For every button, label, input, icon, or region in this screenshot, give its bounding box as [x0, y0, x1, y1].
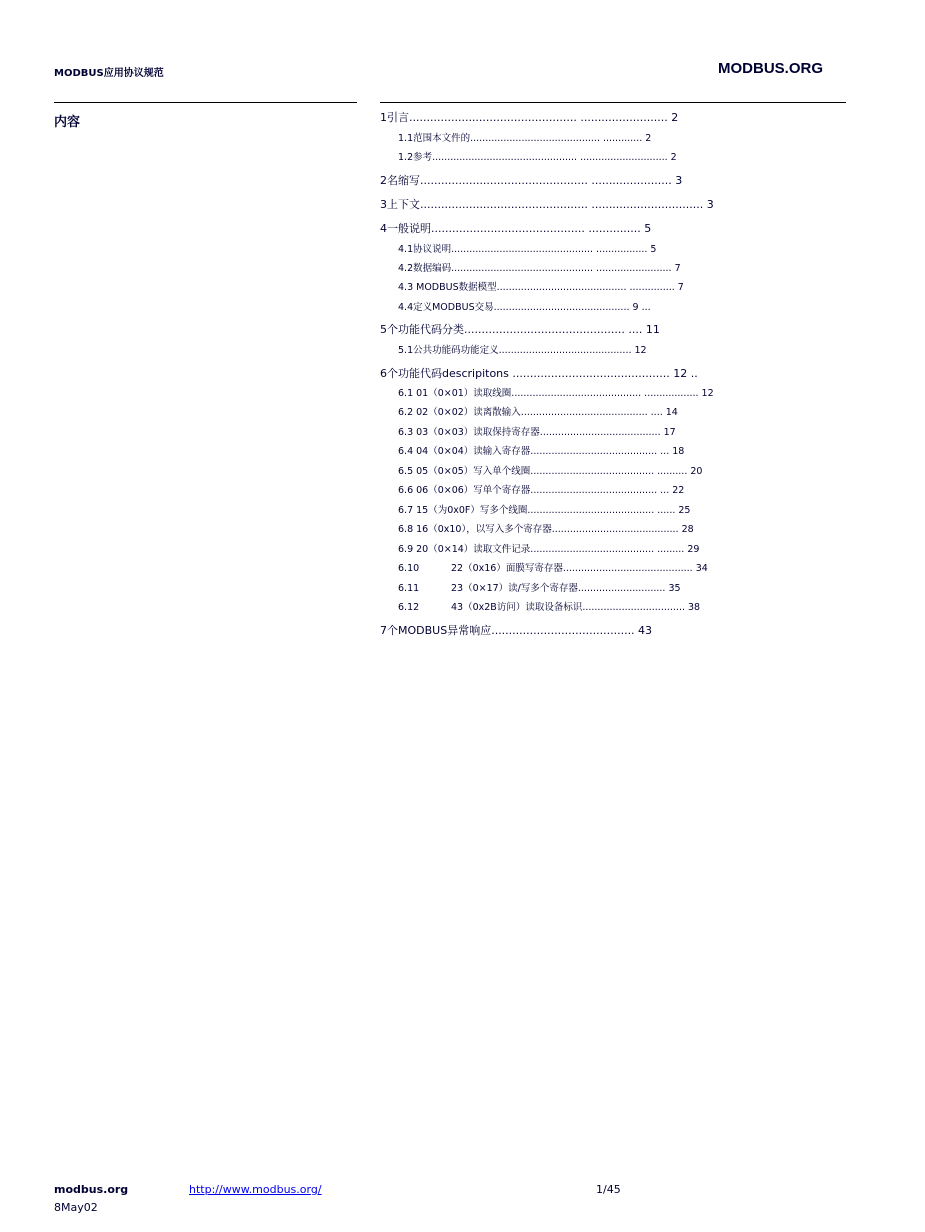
toc-entry-text: 4.4定义MODBUS交易............................................. 9 ...	[398, 302, 651, 313]
toc-entry[interactable]	[398, 279, 684, 293]
toc-entry-text: 6.7 15（为0x0F）写多个线圈.......................................... ...... 25	[398, 505, 691, 516]
toc-entry-text: 6.9 20（0×14）读取文件记录......................................... ......... 29	[398, 544, 700, 555]
toc-entry-text: 6.1 01（0×01）读取线圈........................................... .................. 12	[398, 388, 714, 399]
toc-entry[interactable]	[398, 299, 651, 313]
toc-entry-text: 4.3 MODBUS数据模型........................................... ............... 7	[398, 282, 684, 293]
toc-entry-text: 6.4 04（0×04）读输入寄存器.......................................... ... 18	[398, 446, 685, 457]
toc-entry[interactable]	[398, 130, 651, 144]
header-rule-left	[54, 102, 357, 103]
toc-entry-text: 4一般说明............................................ ............... 5	[380, 222, 652, 235]
toc-entry-text: 6.2 02（0×02）读离散输入.......................................... .... 14	[398, 407, 678, 418]
toc-entry[interactable]	[380, 220, 651, 236]
toc-entry[interactable]	[398, 260, 681, 274]
toc-entry[interactable]	[398, 241, 656, 255]
toc-entry[interactable]	[398, 385, 714, 399]
toc-entry[interactable]	[398, 599, 700, 613]
toc-entry[interactable]	[398, 342, 647, 356]
toc-entry-text: 5.1公共功能码功能定义............................................ 12	[398, 345, 647, 356]
footer-page-number: 1/45	[596, 1183, 621, 1196]
toc-entry-text: 1.2参考................................................ ............................. 2	[398, 152, 677, 163]
toc-entry-text: 23（0×17）读/写多个寄存器............................. 35	[451, 583, 681, 594]
toc-entry[interactable]	[380, 365, 698, 381]
toc-entry[interactable]	[398, 149, 677, 163]
toc-entry-number: 6.11	[398, 583, 420, 594]
toc-entry[interactable]	[398, 463, 702, 477]
header-rule-right	[380, 102, 846, 103]
toc-entry-number: 6.10	[398, 563, 420, 574]
footer-date: 8May02	[54, 1201, 98, 1214]
toc-entry[interactable]	[398, 482, 684, 496]
toc-entry[interactable]	[380, 196, 714, 212]
toc-entry[interactable]	[398, 521, 694, 535]
toc-entry-text: 22（0x16）面膜写寄存器........................................... 34	[451, 563, 708, 574]
toc-entry-number: 6.12	[398, 602, 420, 613]
toc-entry[interactable]	[398, 580, 681, 594]
toc-entry-text: 2名缩写................................................ ....................... 3	[380, 174, 683, 187]
toc-entry-text: 1引言................................................ ......................... 2	[380, 111, 679, 124]
toc-entry[interactable]	[380, 109, 678, 125]
toc-entry[interactable]	[398, 502, 690, 516]
toc-entry[interactable]	[398, 541, 699, 555]
toc-entry-text: 6.8 16（0x10），以写入多个寄存器.......................................... 28	[398, 524, 694, 535]
toc-entry-text: 6.3 03（0×03）读取保持寄存器........................................ 17	[398, 427, 676, 438]
toc-entry-text: 1.1范围本文件的........................................... ............. 2	[398, 133, 652, 144]
toc-entry[interactable]	[398, 560, 708, 574]
toc-entry[interactable]	[380, 321, 660, 337]
toc-entry[interactable]	[398, 424, 676, 438]
toc-entry-text: 3上下文................................................ ................................ 3	[380, 198, 714, 211]
header-site-title: MODBUS.ORG	[718, 60, 823, 77]
toc-entry-text: 6.5 05（0×05）写入单个线圈......................................... .......... 20	[398, 466, 703, 477]
footer-site-name: modbus.org	[54, 1183, 129, 1196]
contents-heading: 内容	[54, 115, 81, 130]
toc-entry[interactable]	[398, 404, 678, 418]
toc-entry-text: 4.2数据编码............................................... ......................... 7	[398, 263, 681, 274]
toc-entry-text: 6.6 06（0×06）写单个寄存器.......................................... ... 22	[398, 485, 685, 496]
toc-entry-text: 7个MODBUS异常响应......................................... 43	[380, 624, 653, 637]
toc-entry[interactable]	[398, 443, 684, 457]
footer-website-link[interactable]: http://www.modbus.org/	[189, 1183, 322, 1196]
header-document-title: MODBUS应用协议规范	[54, 68, 164, 79]
toc-entry-text: 5个功能代码分类.............................................. .... 11	[380, 323, 660, 336]
toc-entry[interactable]	[380, 172, 682, 188]
toc-entry[interactable]	[380, 622, 652, 638]
toc-entry-text: 43（0x2B访问）读取设备标识.................................. 38	[451, 602, 701, 613]
toc-entry-text: 4.1协议说明............................................... ................. 5	[398, 244, 657, 255]
toc-entry-text: 6个功能代码descripitons ............................................. 12 ..	[380, 367, 698, 380]
